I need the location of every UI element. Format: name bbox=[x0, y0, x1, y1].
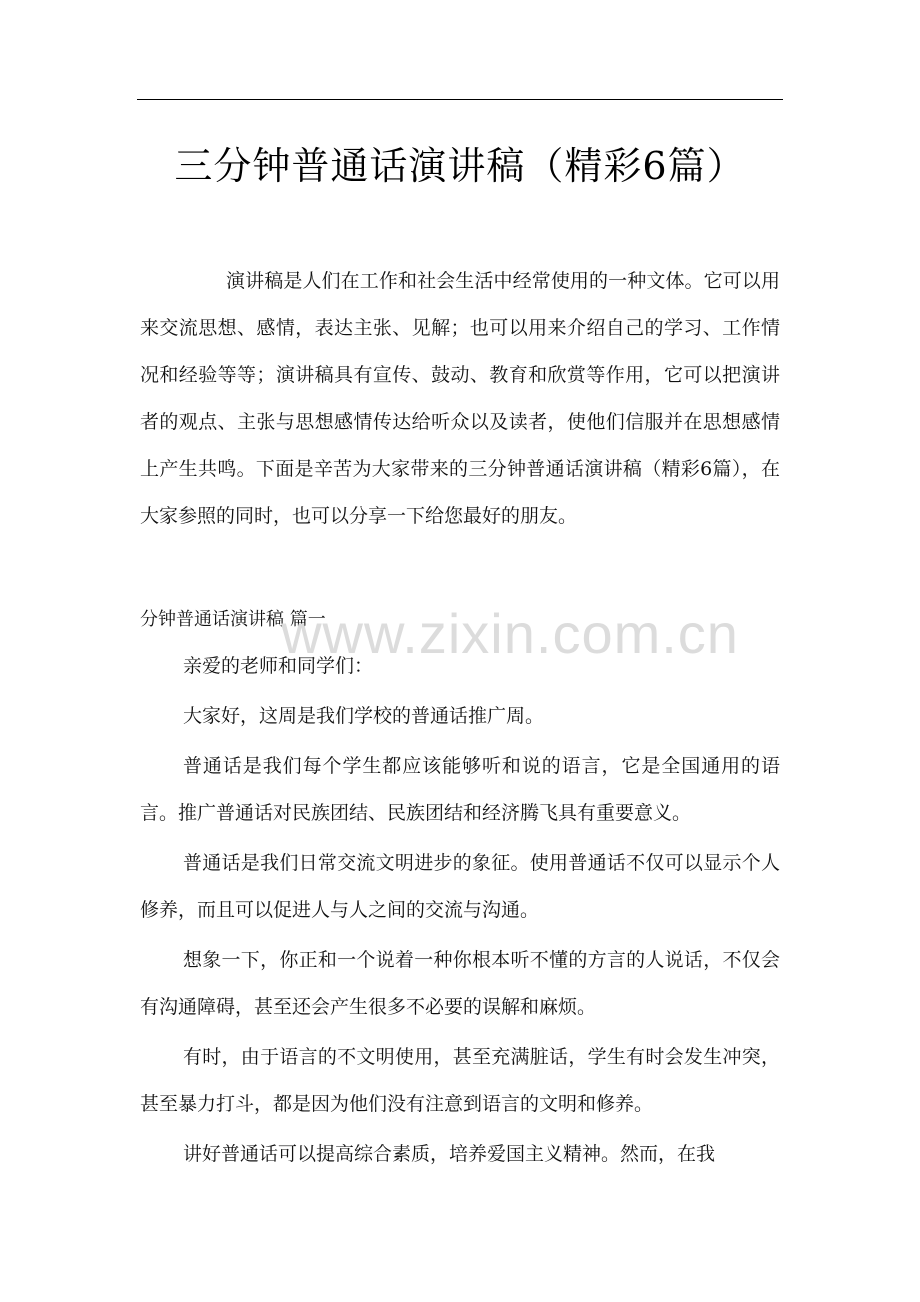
article-paragraph: 普通话是我们日常交流文明进步的象征。使用普通话不仅可以显示个人修养，而且可以促进人与人之间的交流与沟通。 bbox=[140, 852, 780, 921]
watermark-text: www.zixin.com.cn bbox=[281, 602, 739, 665]
article-paragraph: 讲好普通话可以提高综合素质，培养爱国主义精神。然而，在我 bbox=[183, 1143, 716, 1165]
article-body bbox=[140, 643, 780, 1181]
article-paragraph: 亲爱的老师和同学们： bbox=[183, 655, 374, 677]
document-title: 三分钟普通话演讲稿（精彩6篇） bbox=[174, 144, 746, 188]
article-paragraph: 普通话是我们每个学生都应该能够听和说的语言，它是全国通用的语言。推广普通话对民族团结、民族团结和经济腾飞具有重要意义。 bbox=[140, 755, 780, 824]
header-rule bbox=[137, 99, 783, 100]
section-heading: 分钟普通话演讲稿 篇一 bbox=[140, 609, 326, 630]
intro-paragraph: 演讲稿是人们在工作和社会生活中经常使用的一种文体。它可以用来交流思想、感情，表达主张、见解；也可以用来介绍自己的学习、工作情况和经验等等；演讲稿具有宣传、鼓动、教育和欣赏等作用，它可以把演讲者的观点、主张与思想感情传达给听众以及读者，使他们信服并在思想感情上产生共鸣。下面是辛苦为大家带来的三分钟普通话演讲稿（精彩6篇），在大家参照的同时，也可以分享一下给您最好的朋友。 bbox=[140, 270, 780, 527]
article-paragraph: 大家好，这周是我们学校的普通话推广周。 bbox=[183, 705, 545, 727]
article-paragraph: 有时，由于语言的不文明使用，甚至充满脏话，学生有时会发生冲突，甚至暴力打斗，都是因为他们没有注意到语言的文明和修养。 bbox=[140, 1046, 780, 1115]
article-paragraph: 想象一下，你正和一个说着一种你根本听不懂的方言的人说话，不仅会有沟通障碍，甚至还会产生很多不必要的误解和麻烦。 bbox=[140, 949, 780, 1018]
